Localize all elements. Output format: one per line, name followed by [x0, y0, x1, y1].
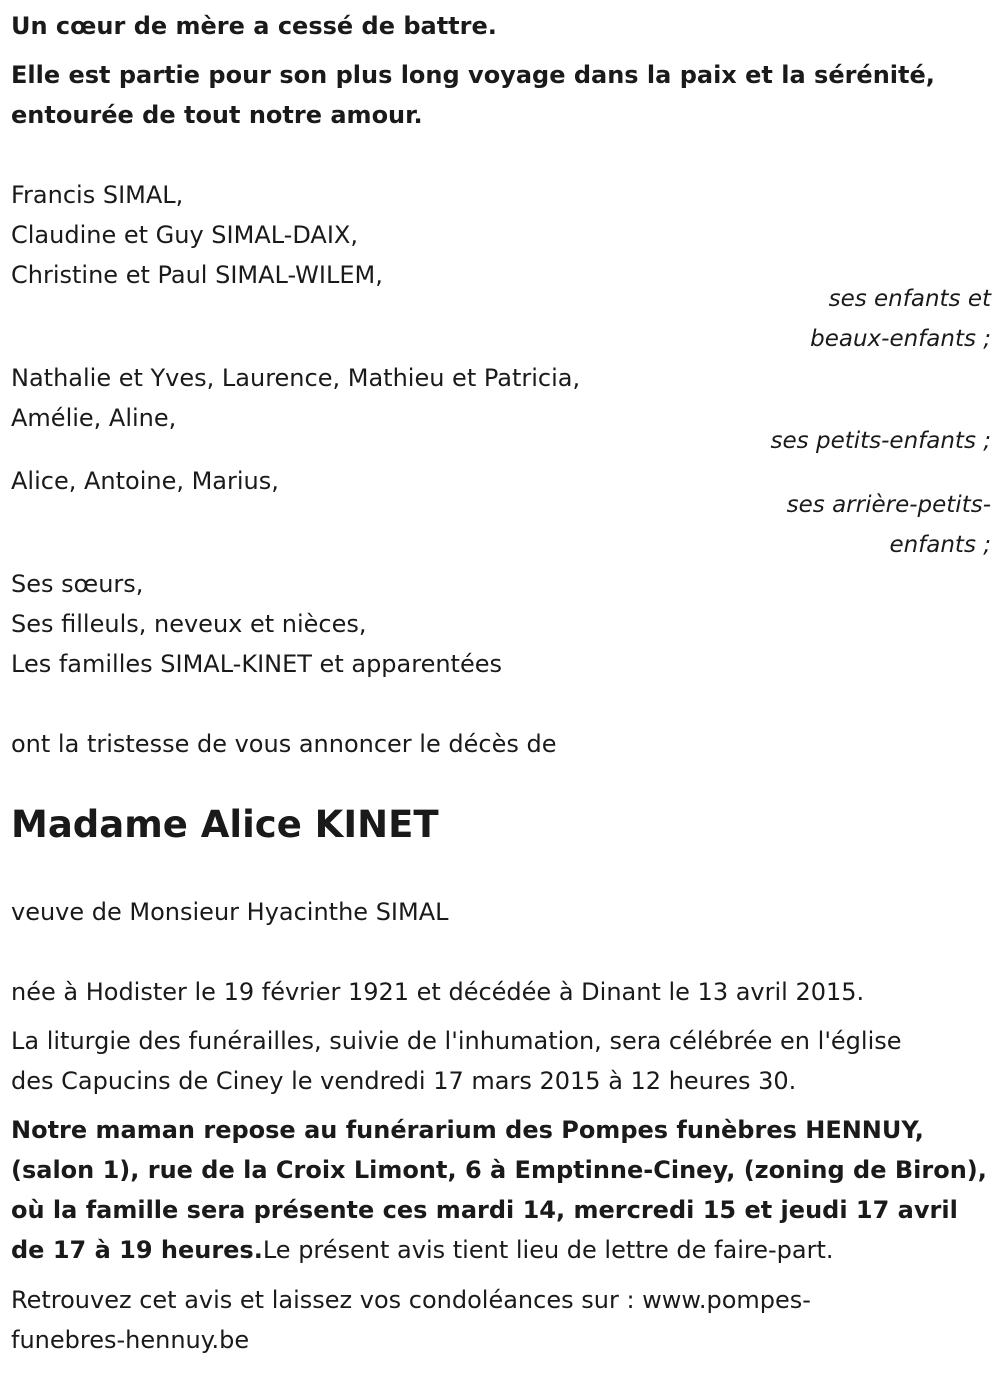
child-name-2: Claudine et Guy SIMAL-DAIX,	[11, 221, 358, 249]
child-name-3: Christine et Paul SIMAL-WILEM,	[11, 261, 383, 289]
great-grandchildren-role-line-1: ses arrière-petits-	[786, 492, 991, 518]
condolences-line-2: funebres-hennuy.be	[11, 1326, 250, 1354]
deceased-name: Madame Alice KINET	[11, 803, 439, 846]
announcement-text: ont la tristesse de vous annoncer le décès de	[11, 730, 557, 758]
children-role-line-1: ses enfants et	[828, 286, 991, 312]
others-line-2: Ses filleuls, neveux et nièces,	[11, 610, 367, 638]
great-grandchildren-role-line-2: enfants ;	[889, 532, 991, 558]
liturgy-line-1: La liturgie des funérailles, suivie de l'inhumation, sera célébrée en l'église	[11, 1027, 902, 1055]
liturgy-line-2: des Capucins de Ciney le vendredi 17 mars 2015 à 12 heures 30.	[11, 1067, 797, 1095]
widow-of-text: veuve de Monsieur Hyacinthe SIMAL	[11, 898, 449, 926]
great-grandchild-names: Alice, Antoine, Marius,	[11, 467, 279, 495]
children-role-line-2: beaux-enfants ;	[810, 326, 991, 352]
funerarium-line-3: où la famille sera présente ces mardi 14, mercredi 15 et jeudi 17 avril	[11, 1196, 958, 1224]
condolences-line-1: Retrouvez cet avis et laissez vos condoléances sur : www.pompes-	[11, 1286, 811, 1314]
intro-line-2: Elle est partie pour son plus long voyage dans la paix et la sérénité,	[11, 61, 935, 89]
others-line-3: Les familles SIMAL-KINET et apparentées	[11, 650, 503, 678]
others-line-1: Ses sœurs,	[11, 570, 144, 598]
child-name-1: Francis SIMAL,	[11, 181, 184, 209]
grandchild-names-2: Amélie, Aline,	[11, 404, 177, 432]
faire-part-notice: Le présent avis tient lieu de lettre de faire-part.	[262, 1236, 834, 1264]
intro-line-1: Un cœur de mère a cessé de battre.	[11, 12, 497, 40]
birth-death-text: née à Hodister le 19 février 1921 et décédée à Dinant le 13 avril 2015.	[11, 978, 865, 1006]
funerarium-hours: de 17 à 19 heures.	[11, 1236, 263, 1264]
grandchild-names-1: Nathalie et Yves, Laurence, Mathieu et Patricia,	[11, 364, 581, 392]
intro-line-3: entourée de tout notre amour.	[11, 101, 423, 129]
funerarium-line-2: (salon 1), rue de la Croix Limont, 6 à Emptinne-Ciney, (zoning de Biron),	[11, 1156, 987, 1184]
grandchildren-role: ses petits-enfants ;	[770, 428, 991, 454]
funerarium-line-4	[11, 1230, 833, 1270]
funerarium-line-1: Notre maman repose au funérarium des Pompes funèbres HENNUY,	[11, 1116, 924, 1144]
